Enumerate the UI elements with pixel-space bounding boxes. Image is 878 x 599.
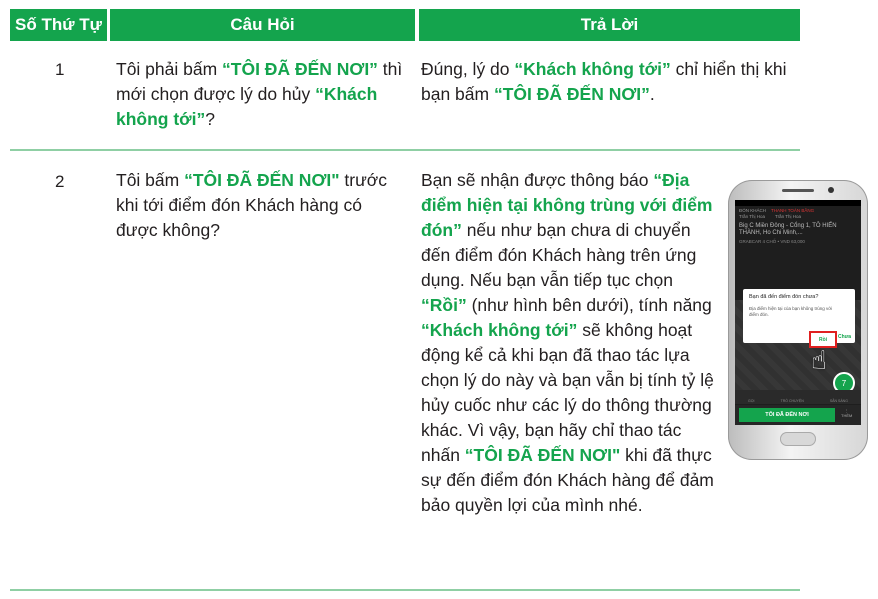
body-text: (như hình bên dưới), tính năng (466, 295, 712, 315)
header-col-number: Số Thứ Tự (10, 9, 107, 41)
phone-illustration (728, 180, 868, 460)
chat-action[interactable]: TRÒ CHUYỆN (780, 399, 804, 403)
row-1-number: 1 (55, 60, 65, 79)
phone-screen (735, 200, 861, 425)
highlight-text: “TÔI ĐÃ ĐẾN NƠI" (464, 445, 621, 465)
payer-name: Trần Thị Hoa (775, 214, 802, 219)
bottom-button-row (735, 405, 861, 425)
header-col-question: Câu Hỏi (110, 9, 415, 41)
step-badge: 7 (833, 372, 855, 394)
dialog-body: Địa điểm hiện tại của bạn không trùng với điểm đón. (749, 306, 833, 317)
arrival-confirm-dialog (743, 289, 855, 375)
trip-header (735, 206, 861, 222)
passenger-name: Trần Thị Hoa (739, 214, 766, 219)
highlight-text: “Rồi” (421, 295, 467, 315)
highlight-text: “TÔI ĐÃ ĐẾN NƠI" (184, 170, 340, 190)
phone-speaker (782, 189, 814, 192)
row-2-question (116, 168, 406, 243)
body-text: thì mới chọn được lý do hủy (116, 59, 403, 104)
body-text: trước khi tới điểm đón Khách hàng có được không? (116, 170, 388, 240)
ready-action[interactable]: SẴN SÀNG (829, 399, 848, 403)
header-col-answer: Trả Lời (419, 9, 800, 41)
payment-label: THANH TOÁN BẰNG (771, 208, 815, 213)
body-text: Bạn sẽ nhận được thông báo (421, 170, 654, 190)
more-button[interactable]: ⋮ THÊM (841, 408, 853, 418)
highlight-text: “Khách không tới” (421, 320, 578, 340)
highlight-text: “Khách không tới” (116, 84, 378, 129)
highlight-text: “Khách không tới” (514, 59, 671, 79)
trip-action-bar (735, 390, 861, 404)
body-text: ? (205, 109, 215, 129)
highlight-text: “TÔI ĐÃ ĐẾN NƠI” (222, 59, 378, 79)
pointing-hand-icon: ☝ (811, 345, 827, 375)
dialog-title: Bạn đã đến điểm đón chưa? (749, 294, 819, 300)
dialog-no-button[interactable]: Chưa (838, 334, 852, 340)
body-text: khi đã thực sự đến điểm đón Khách hàng để đảm bảo quyền lợi của mình nhé. (421, 445, 714, 515)
body-text: sẽ không hoạt động kể cả khi bạn đã thao tác lựa chọn lý do này và bạn vẫn bị tính tỷ lệ hủy cuốc như các lý do thông thường khác. Vì vậy, bạn hãy chỉ thao tác nhấn (421, 320, 714, 465)
highlight-text: “TÔI ĐÃ ĐẾN NƠI” (493, 84, 650, 104)
body-text: Tôi phải bấm (116, 59, 223, 79)
body-text: chỉ hiển thị khi bạn bấm (421, 59, 787, 104)
row-2-number: 2 (55, 172, 65, 191)
row-divider (10, 149, 800, 151)
phone-home-button (780, 432, 816, 446)
body-text: Tôi bấm (116, 170, 185, 190)
dialog-yes-button[interactable]: Rồi (809, 331, 837, 348)
arrived-button[interactable]: TÔI ĐÃ ĐẾN NƠI (739, 408, 835, 422)
row-2-answer (421, 168, 716, 518)
row-1-question (116, 57, 406, 132)
car-type: GRABCAR 4 CHỖ • VND 63,000 (739, 239, 805, 244)
more-label: THÊM (841, 413, 853, 418)
trip-status-label: ĐÓN KHÁCH (739, 208, 767, 213)
phone-camera (828, 187, 834, 193)
row-1-answer (421, 57, 791, 107)
pickup-address: Big C Miền Đông - Cổng 1, TÔ HIẾN THÀNH, Ho Chi Minh,... (739, 223, 837, 236)
table-bottom-rule (10, 589, 800, 591)
body-text: nếu như bạn chưa di chuyển đến điểm đón Khách hàng trên ứng dụng. Nếu bạn vẫn tiếp tục chọn (421, 220, 697, 290)
call-action[interactable]: GỌI (748, 399, 755, 403)
body-text: Đúng, lý do (421, 59, 515, 79)
highlight-text: “Địa điểm hiện tại không trùng với điểm đón” (421, 170, 713, 240)
body-text: . (649, 84, 655, 104)
